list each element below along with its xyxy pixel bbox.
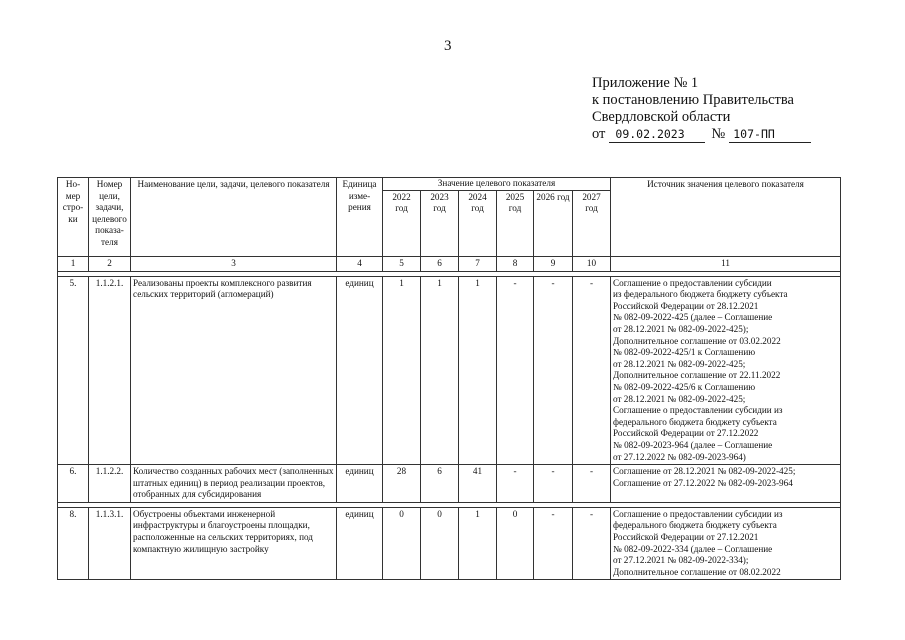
- source-line: федерального бюджета бюджету субъекта: [613, 416, 777, 427]
- indicator-source: [611, 465, 841, 503]
- source-line: от 28.12.2021 № 082-09-2022-425;: [613, 393, 746, 404]
- header-year-2026: 2026 год: [534, 190, 573, 256]
- header-row-number: Но-мер стро-ки: [58, 178, 89, 257]
- source-line: от 28.12.2021 № 082-09-2022-425;: [613, 358, 746, 369]
- indicator-source: [611, 276, 841, 465]
- source-line: Соглашение о предоставлении субсидии из: [613, 405, 783, 416]
- appendix-region: Свердловской области: [592, 109, 731, 125]
- row-number: 5.: [58, 276, 89, 465]
- value-2023: 6: [421, 465, 459, 503]
- table-row: [58, 465, 841, 503]
- source-line: Российской Федерации от 28.12.2021: [613, 300, 759, 311]
- number-label: №: [711, 126, 726, 142]
- unit: единиц: [337, 465, 383, 503]
- source-line: № 082-09-2022-425/6 к Соглашению: [613, 381, 756, 392]
- row-number: 8.: [58, 507, 89, 580]
- header-goal-number: Номер цели, задачи, целевого показа-теля: [89, 178, 131, 257]
- header-source: Источник значения целевого показателя: [611, 178, 841, 257]
- source-line: Соглашение о предоставлении субсидии: [613, 277, 772, 288]
- value-2024: 1: [459, 507, 497, 580]
- appendix-header: [592, 75, 811, 143]
- source-line: № 082-09-2022-334 (далее – Соглашение: [613, 543, 773, 554]
- column-number: 10: [573, 257, 611, 272]
- value-2027: -: [573, 465, 611, 503]
- column-number: 5: [383, 257, 421, 272]
- unit: единиц: [337, 507, 383, 580]
- column-number: 1: [58, 257, 89, 272]
- value-2027: -: [573, 276, 611, 465]
- appendix-date-number: [592, 126, 811, 143]
- value-2026: -: [534, 465, 573, 503]
- value-2026: -: [534, 507, 573, 580]
- column-number: 4: [337, 257, 383, 272]
- goal-code: 1.1.3.1.: [89, 507, 131, 580]
- from-label: от: [592, 126, 606, 142]
- target-indicators-table: [57, 177, 841, 580]
- source-line: Российской Федерации от 27.12.2022: [613, 428, 759, 439]
- source-line: Дополнительное соглашение от 08.02.2022: [613, 566, 781, 577]
- value-2025: 0: [497, 507, 534, 580]
- source-line: № 082-09-2022-425 (далее – Соглашение: [613, 312, 773, 323]
- column-number: 2: [89, 257, 131, 272]
- header-values-group: Значение целевого показателя: [383, 178, 611, 191]
- appendix-title: Приложение № 1: [592, 75, 699, 91]
- source-line: Российской Федерации от 27.12.2021: [613, 532, 759, 543]
- header-unit: Единица изме-рения: [337, 178, 383, 257]
- header-year-2023: 2023 год: [421, 190, 459, 256]
- source-line: № 082-09-2022-425/1 к Соглашению: [613, 347, 756, 358]
- column-number: 11: [611, 257, 841, 272]
- page-number: 3: [444, 38, 452, 54]
- source-line: Дополнительное соглашение от 03.02.2022: [613, 335, 781, 346]
- value-2025: -: [497, 465, 534, 503]
- value-2026: -: [534, 276, 573, 465]
- unit: единиц: [337, 276, 383, 465]
- column-number: 7: [459, 257, 497, 272]
- source-line: от 27.12.2021 № 082-09-2022-334);: [613, 555, 749, 566]
- value-2024: 1: [459, 276, 497, 465]
- value-2027: -: [573, 507, 611, 580]
- source-line: № 082-09-2023-964 (далее – Соглашение: [613, 439, 773, 450]
- indicator-name: Количество созданных рабочих мест (заполненных штатных единиц) в период реализации проектов, отобранных для субсидирования: [131, 465, 337, 503]
- row-number: 6.: [58, 465, 89, 503]
- header-name: Наименование цели, задачи, целевого показателя: [131, 178, 337, 257]
- column-number: 6: [421, 257, 459, 272]
- header-year-2024: 2024 год: [459, 190, 497, 256]
- source-line: от 27.12.2022 № 082-09-2023-964): [613, 451, 746, 462]
- header-year-2027: 2027 год: [573, 190, 611, 256]
- column-number-row: [58, 257, 841, 272]
- appendix-to-resolution: к постановлению Правительства: [592, 92, 794, 108]
- value-2025: -: [497, 276, 534, 465]
- header-year-2025: 2025 год: [497, 190, 534, 256]
- indicator-source: [611, 507, 841, 580]
- table-row: [58, 507, 841, 580]
- header-row-1: [58, 178, 841, 191]
- source-line: Соглашение от 28.12.2021 № 082-09-2022-425;: [613, 466, 796, 477]
- resolution-number: 107-ПП: [729, 128, 811, 143]
- source-line: федерального бюджета бюджету субъекта: [613, 520, 777, 531]
- value-2022: 0: [383, 507, 421, 580]
- goal-code: 1.1.2.1.: [89, 276, 131, 465]
- header-year-2022: 2022 год: [383, 190, 421, 256]
- source-line: от 28.12.2021 № 082-09-2022-425);: [613, 323, 749, 334]
- indicator-name: Обустроены объектами инженерной инфраструктуры и благоустроены площадки, расположенные на сельских территориях, под компактную жилищную застройку: [131, 507, 337, 580]
- value-2023: 0: [421, 507, 459, 580]
- value-2024: 41: [459, 465, 497, 503]
- table-row: [58, 276, 841, 465]
- resolution-date: 09.02.2023: [609, 128, 705, 143]
- column-number: 3: [131, 257, 337, 272]
- value-2022: 28: [383, 465, 421, 503]
- value-2023: 1: [421, 276, 459, 465]
- indicator-name: Реализованы проекты комплексного развития сельских территорий (агломераций): [131, 276, 337, 465]
- goal-code: 1.1.2.2.: [89, 465, 131, 503]
- column-number: 9: [534, 257, 573, 272]
- source-line: Соглашение о предоставлении субсидии из: [613, 508, 783, 519]
- value-2022: 1: [383, 276, 421, 465]
- column-number: 8: [497, 257, 534, 272]
- source-line: Соглашение от 27.12.2022 № 082-09-2023-964: [613, 477, 793, 488]
- source-line: из федерального бюджета бюджету субъекта: [613, 289, 788, 300]
- source-line: Дополнительное соглашение от 22.11.2022: [613, 370, 781, 381]
